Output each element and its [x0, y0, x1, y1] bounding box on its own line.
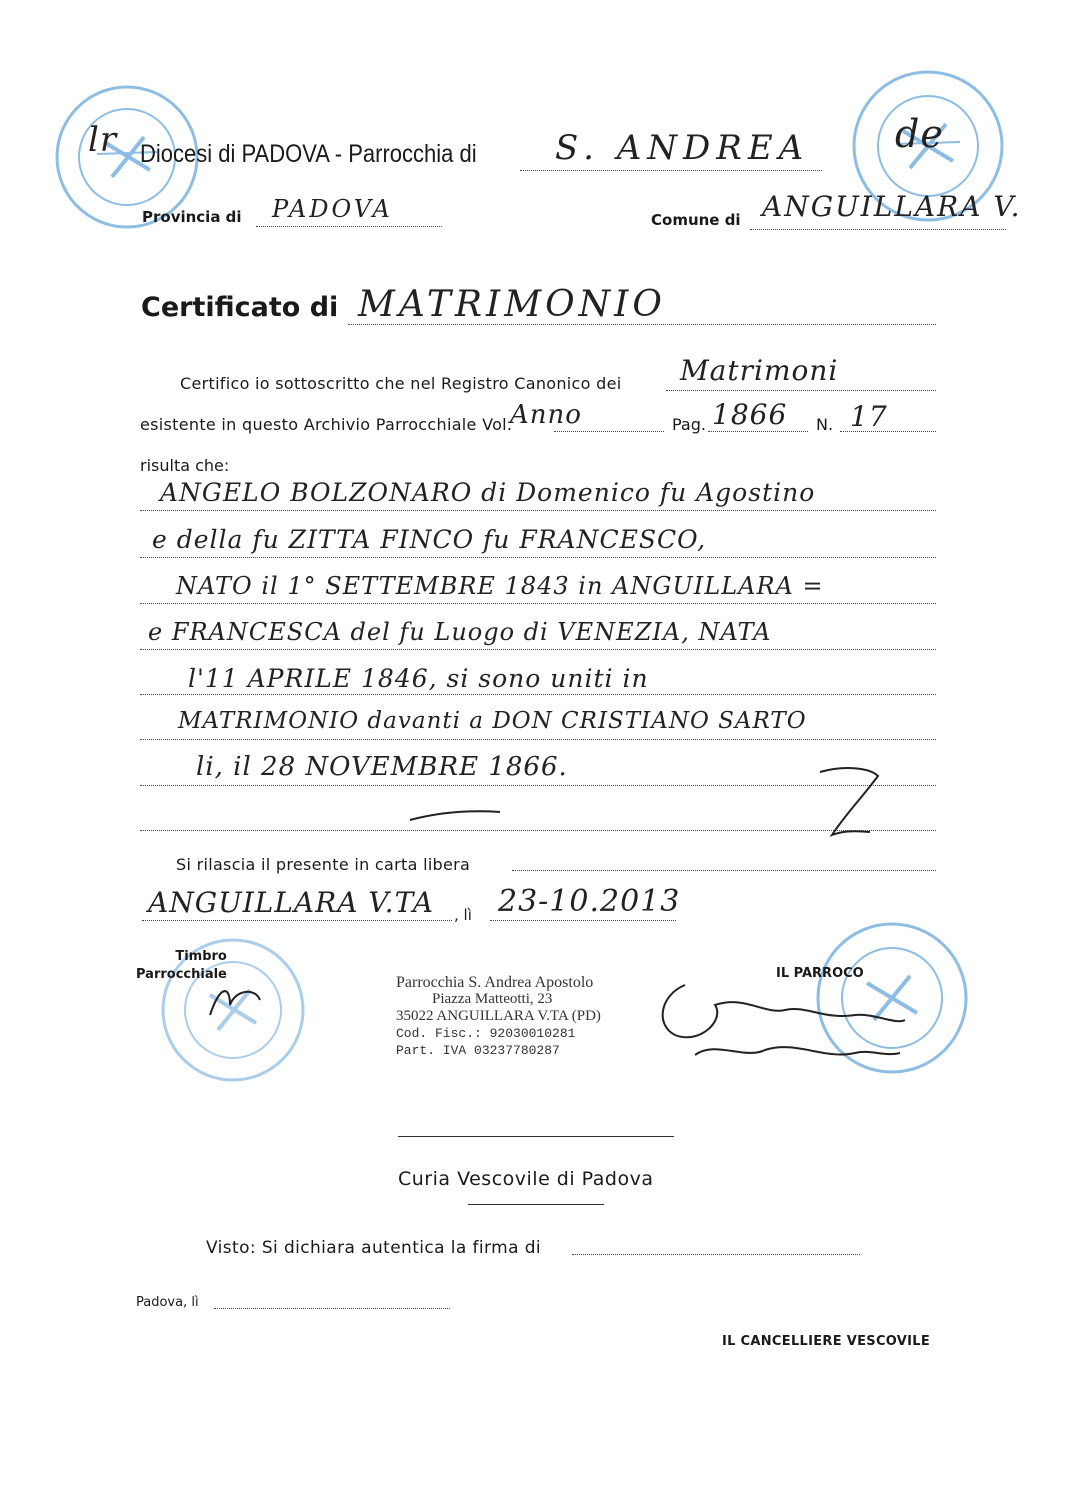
certificate-title-label: Certificato di: [141, 292, 339, 323]
li-label: , lì: [454, 906, 472, 924]
padova-label: Padova, lì: [136, 1295, 199, 1310]
risulta-label: risulta che:: [140, 456, 230, 475]
hand-line-5: l'11 APRILE 1846, si sono uniti in: [188, 664, 649, 693]
comune-label: Comune di: [651, 211, 741, 229]
parish-line: [520, 170, 822, 171]
cancelliere-label: IL CANCELLIERE VESCOVILE: [722, 1334, 931, 1349]
timbro-label: Timbro Parrocchiale: [136, 949, 227, 982]
archive-label: esistente in questo Archivio Parrocchiale Vol.: [140, 415, 513, 434]
vol-line: [554, 431, 664, 432]
register-value: Matrimoni: [680, 354, 839, 387]
initials-top-right: de: [895, 112, 944, 156]
province-line: [256, 226, 442, 227]
pag-value: 1866: [712, 398, 788, 431]
hand-line-2: e della fu ZITTA FINCO fu FRANCESCO,: [152, 525, 707, 554]
padova-line: [214, 1308, 450, 1309]
place-line: [142, 920, 452, 921]
address-line-3: 35022 ANGUILLARA V.TA (PD): [396, 1008, 601, 1024]
comune-value: ANGUILLARA V.: [762, 190, 1022, 223]
hand-line-3: NATO il 1° SETTEMBRE 1843 in ANGUILLARA =: [176, 572, 824, 600]
rilascia-label: Si rilascia il presente in carta libera: [176, 855, 471, 874]
certificate-title-value: MATRIMONIO: [358, 284, 666, 325]
rule-2: [140, 557, 936, 558]
rilascia-line: [512, 870, 936, 871]
rule-3: [140, 603, 936, 604]
parroco-label: IL PARROCO: [776, 966, 864, 981]
n-value: 17: [850, 400, 888, 433]
visto-label: Visto: Si dichiara autentica la firma di: [206, 1238, 542, 1258]
address-line-4: Cod. Fisc.: 92030010281: [396, 1026, 576, 1041]
place-value: ANGUILLARA V.TA: [148, 886, 434, 919]
pag-label: Pag.: [672, 415, 706, 434]
address-line-2: Piazza Matteotti, 23: [432, 991, 553, 1007]
address-line-1: Parrocchia S. Andrea Apostolo: [396, 974, 594, 991]
vol-value: Anno: [510, 400, 582, 430]
closing-stroke: [400, 760, 900, 850]
hand-line-7: li, il 28 NOVEMBRE 1866.: [196, 752, 568, 782]
timbro-initials: [200, 975, 270, 1025]
rule-4: [140, 649, 936, 650]
initials-top-left: lr: [88, 120, 118, 160]
hand-line-6: MATRIMONIO davanti a DON CRISTIANO SARTO: [178, 708, 807, 734]
n-label: N.: [816, 415, 834, 434]
rule-6: [140, 739, 936, 740]
comune-line: [750, 229, 1006, 230]
curia-title: Curia Vescovile di Padova: [398, 1168, 654, 1190]
curia-separator-top: [398, 1136, 674, 1137]
diocese-label: Diocesi di PADOVA - Parrocchia di: [140, 140, 477, 168]
rule-1: [140, 510, 936, 511]
rule-5: [140, 694, 936, 695]
province-label: Provincia di: [142, 208, 242, 226]
parroco-signature: [655, 965, 915, 1075]
register-line: [666, 390, 936, 391]
hand-line-4: e FRANCESCA del fu Luogo di VENEZIA, NATA: [148, 618, 772, 646]
visto-line: [572, 1254, 860, 1255]
parish-value: S. ANDREA: [555, 128, 810, 168]
date-line: [490, 920, 676, 921]
parish-address-block: [396, 974, 601, 1059]
pag-line: [708, 431, 808, 432]
curia-separator-bottom: [468, 1204, 604, 1205]
address-line-5: Part. IVA 03237780287: [396, 1043, 560, 1058]
province-value: PADOVA: [272, 195, 393, 223]
date-value: 23-10.2013: [498, 884, 681, 919]
register-label: Certifico io sottoscritto che nel Registro Canonico dei: [180, 374, 622, 393]
hand-line-1: ANGELO BOLZONARO di Domenico fu Agostino: [160, 478, 816, 507]
